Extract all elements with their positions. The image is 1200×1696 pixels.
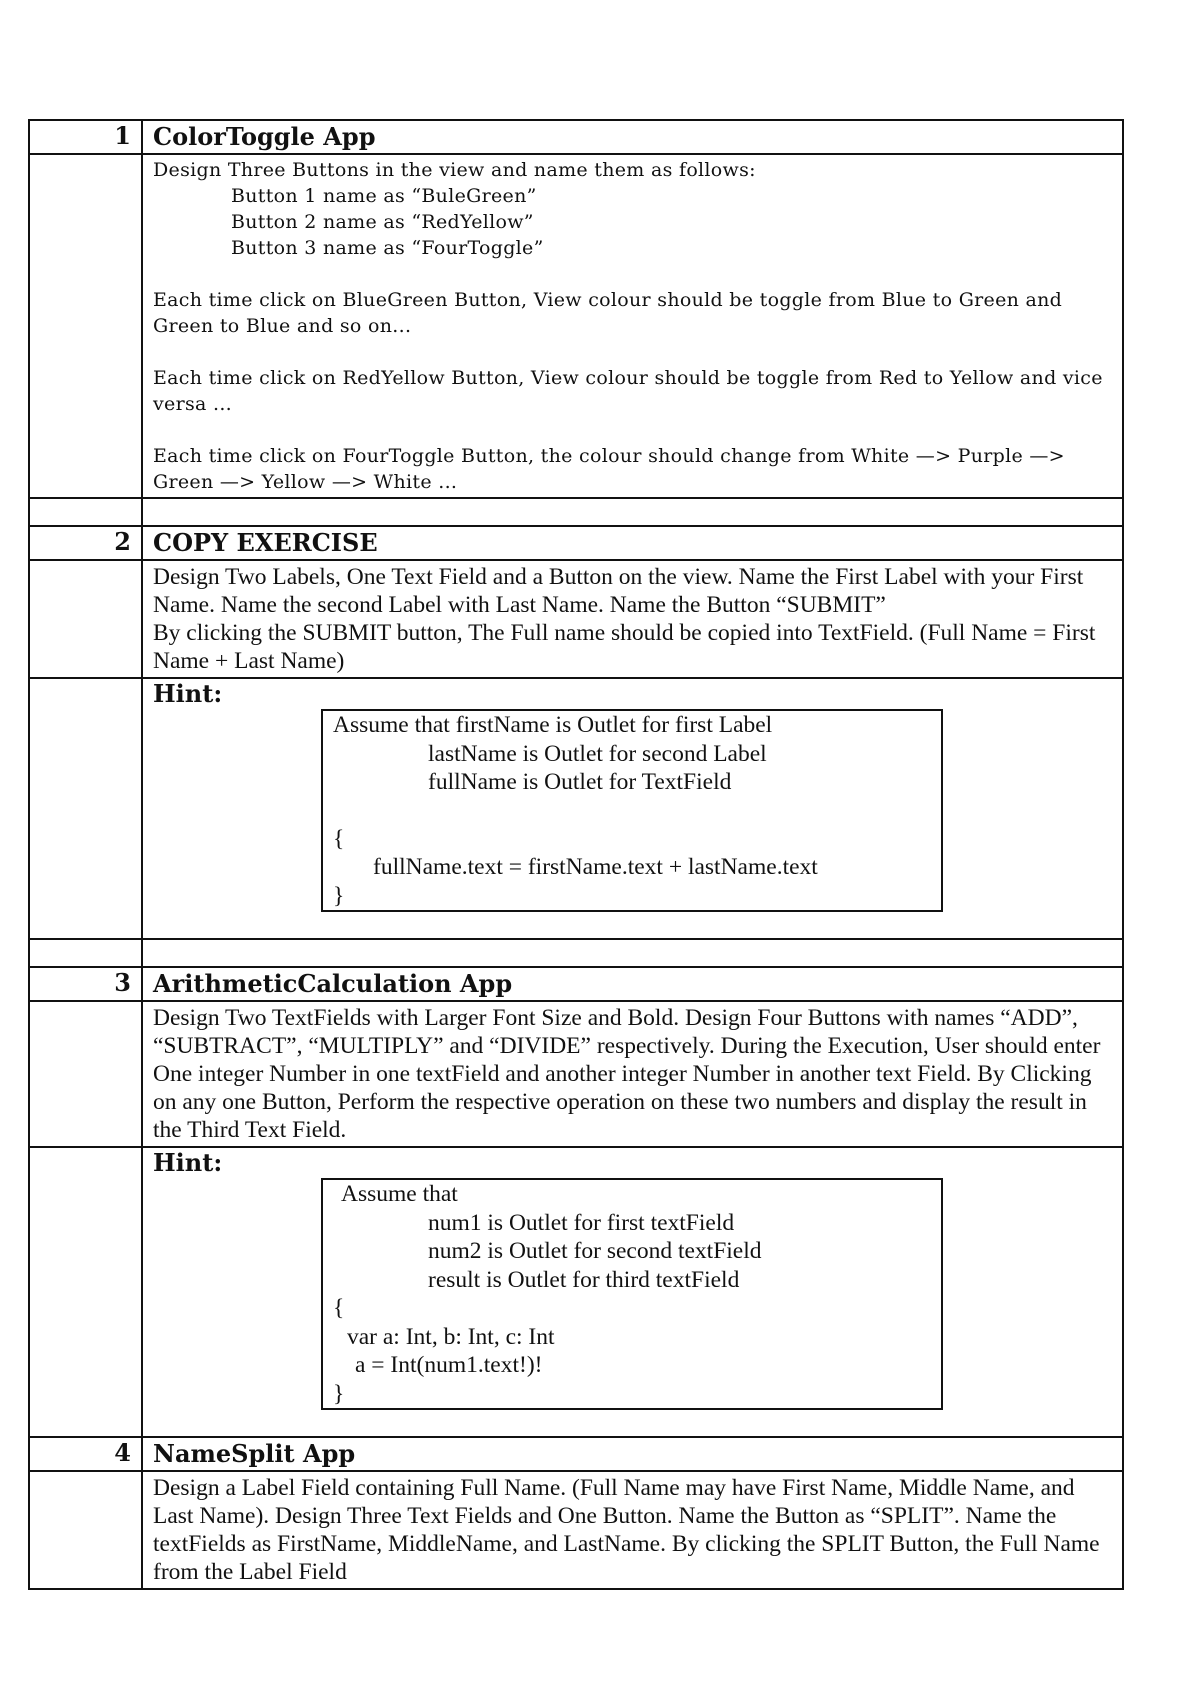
description-text-2: By clicking the SUBMIT button, The Full name should be copied into TextField. (Full Name = First Name + Last Name) <box>153 620 1096 674</box>
code-line: num1 is Outlet for first textField <box>428 1209 735 1236</box>
exercise-number: 4 <box>29 1437 142 1471</box>
button-spec-2: Button 2 name as “RedYellow” <box>231 211 534 233</box>
exercise-3-body-row <box>29 1001 1123 1147</box>
spacer-row <box>29 939 1123 967</box>
code-box <box>321 1178 943 1410</box>
exercise-2-body-row <box>29 560 1123 678</box>
exercise-number: 1 <box>29 120 142 154</box>
spacer-row <box>29 498 1123 526</box>
number-cell-empty <box>29 1471 142 1589</box>
code-brace-open: { <box>333 1295 345 1321</box>
number-cell-empty <box>29 560 142 678</box>
number-cell-empty <box>29 1147 142 1437</box>
number-cell-empty <box>29 678 142 939</box>
description-text: Design Two Labels, One Text Field and a Button on the view. Name the First Label with your First Name. Name the second Label with Last Name. Name the Button “SUBMIT” <box>153 564 1084 618</box>
exercise-title: ArithmeticCalculation App <box>142 967 1123 1001</box>
exercise-2-description <box>142 560 1123 678</box>
number-cell-empty <box>29 1001 142 1147</box>
button-spec-1: Button 1 name as “BuleGreen” <box>231 185 537 207</box>
exercise-2-hint-row <box>29 678 1123 939</box>
hint-label: Hint: <box>153 679 223 708</box>
code-line: lastName is Outlet for second Label <box>428 740 767 767</box>
exercise-table <box>28 119 1124 1590</box>
exercise-number: 2 <box>29 526 142 560</box>
hint-label: Hint: <box>153 1148 223 1177</box>
number-cell-empty <box>29 154 142 498</box>
code-line: num2 is Outlet for second textField <box>428 1238 762 1264</box>
code-line: Assume that firstName is Outlet for first Label <box>333 712 773 738</box>
paragraph-fourtoggle: Each time click on FourToggle Button, the colour should change from White —> Purple —> Green —> Yellow —> White ... <box>153 445 1065 493</box>
exercise-title: ColorToggle App <box>142 120 1123 154</box>
exercise-4-body-row <box>29 1471 1123 1589</box>
code-line: a = Int(num1.text!)! <box>355 1352 543 1378</box>
code-line: fullName.text = firstName.text + lastName.text <box>373 854 818 880</box>
intro-text: Design Three Buttons in the view and name them as follows: <box>153 159 756 181</box>
exercise-3-hint-row <box>29 1147 1123 1437</box>
exercise-title: NameSplit App <box>142 1437 1123 1471</box>
hint-cell <box>142 1147 1123 1437</box>
code-brace-close: } <box>333 882 345 909</box>
code-line: fullName is Outlet for TextField <box>428 769 732 795</box>
exercise-number: 3 <box>29 967 142 1001</box>
code-line: Assume that <box>341 1181 458 1207</box>
code-line: var a: Int, b: Int, c: Int <box>347 1323 555 1350</box>
code-brace-close: } <box>333 1380 345 1407</box>
exercise-1-description <box>142 154 1123 498</box>
exercise-4-header-row <box>29 1437 1123 1471</box>
exercise-1-header-row <box>29 120 1123 154</box>
exercise-3-description: Design Two TextFields with Larger Font Size and Bold. Design Four Buttons with names “ADD”, “SUBTRACT”, “MULTIPLY” and “DIVIDE” respectively. During the Execution, User should enter One integer Number in one textField and another integer Number in another text Field. By Clicking on any one Button, Perform the respective operation on these two numbers and display the result in the Third Text Field. <box>142 1001 1123 1147</box>
exercise-2-header-row <box>29 526 1123 560</box>
button-spec-3: Button 3 name as “FourToggle” <box>231 237 544 259</box>
code-line: result is Outlet for third textField <box>428 1266 740 1293</box>
exercise-4-description: Design a Label Field containing Full Name. (Full Name may have First Name, Middle Name, and Last Name). Design Three Text Fields and One Button. Name the Button as “SPLIT”. Name the textFields as FirstName, MiddleName, and LastName. By clicking the SPLIT Button, the Full Name from the Label Field <box>142 1471 1123 1589</box>
paragraph-bluegreen: Each time click on BlueGreen Button, View colour should be toggle from Blue to Green and Green to Blue and so on... <box>153 289 1063 337</box>
hint-cell <box>142 678 1123 939</box>
exercise-1-body-row <box>29 154 1123 498</box>
code-box <box>321 709 943 912</box>
exercise-3-header-row <box>29 967 1123 1001</box>
exercise-title: COPY EXERCISE <box>142 526 1123 560</box>
code-brace-open: { <box>333 825 345 852</box>
paragraph-redyellow: Each time click on RedYellow Button, View colour should be toggle from Red to Yellow and vice versa ... <box>153 367 1103 415</box>
